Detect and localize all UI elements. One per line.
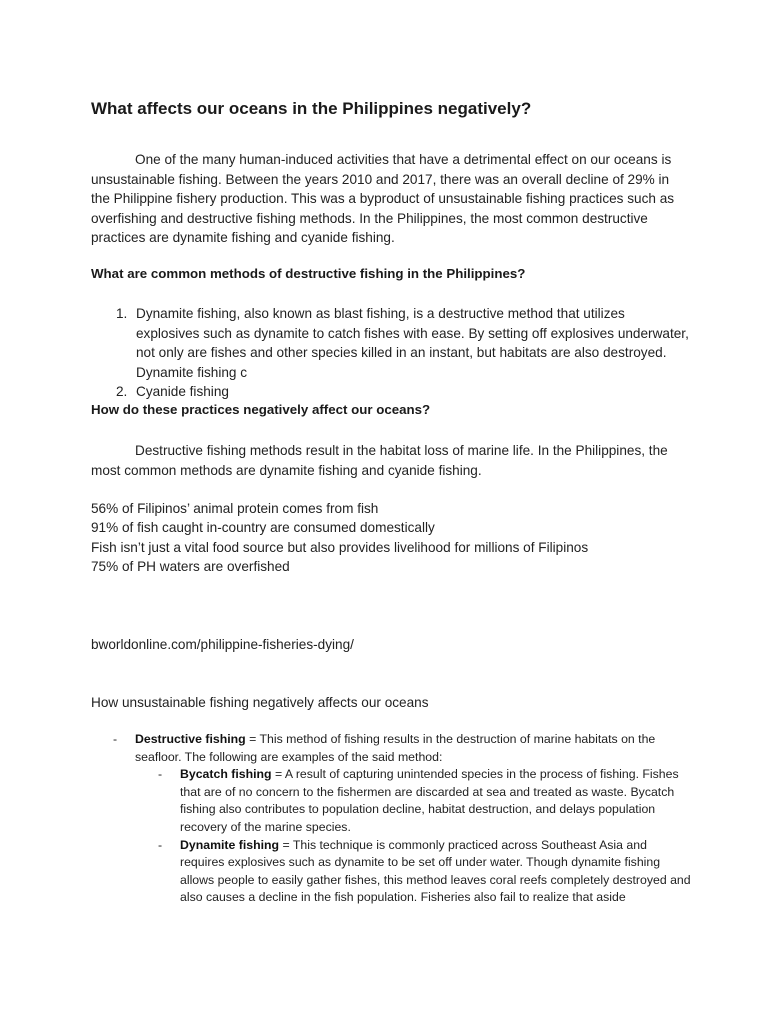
list-item-text: Dynamite fishing, also known as blast fishing, is a destructive method that utilizes explosives such as dynamite to catch fishes with ease. By setting off explosives underwater, not only are fishes and other species killed in an instant, but habitats are also destroyed. Dynamite fishing c [136,306,689,380]
list-item-text: = This technique is commonly practiced across Southeast Asia and requires explosives such as dynamite to be set off under water. Though dynamite fishing allows people to easily gather fishes, this method leaves coral reefs completely destroyed and also causes a decline in the fish population. Fisheries also fail to realize that aside [180,837,691,905]
list-term: Dynamite fishing [180,837,280,852]
notes-list [91,731,691,907]
stat-line: 75% of PH waters are overfished [91,559,290,574]
intro-paragraph: One of the many human-induced activities that have a detrimental effect on our oceans is unsustainable fishing. Between the years 2010 and 2017, there was an overall decline of 29% in the Philippine fishery production. This was a byproduct of unsustainable fishing practices such as overfishing and destructive fishing methods. In the Philippines, the most common destructive practices are dynamite fishing and cyanide fishing. [91,152,675,245]
methods-heading: What are common methods of destructive fishing in the Philippines? [91,266,526,281]
list-item-text: = A result of capturing unintended species in the process of fishing. Fishes that are of no concern to the fishermen are discarded at sea and treated as waste. Bycatch fishing also contributes to population decline, habitat destruction, and delays population recovery of the marine species. [180,767,679,834]
section-title: How unsustainable fishing negatively affects our oceans [91,695,429,710]
list-item [91,382,691,402]
effects-paragraph: Destructive fishing methods result in the habitat loss of marine life. In the Philippines, the most common methods are dynamite fishing and cyanide fishing. [91,443,668,478]
list-item-text: = This method of fishing results in the destruction of marine habitats on the seafloor. The following are examples of the said method: [135,732,656,764]
dash-bullet: - [158,837,163,852]
methods-list [91,304,691,402]
effects-heading: How do these practices negatively affect our oceans? [91,402,431,417]
list-item [91,731,691,766]
list-number: 1. [116,306,128,321]
list-item [91,766,691,836]
document-title: What affects our oceans in the Philippines negatively? [91,99,532,118]
dash-bullet: - [113,732,118,746]
stat-line: 91% of fish caught in-country are consumed domestically [91,520,435,535]
list-number: 2. [116,384,128,399]
source-link: bworldonline.com/philippine-fisheries-dying/ [91,637,354,652]
list-item-text: Cyanide fishing [136,384,229,399]
stat-line: Fish isn’t just a vital food source but also provides livelihood for millions of Filipinos [91,540,589,555]
list-item [91,837,691,907]
list-item [91,304,691,382]
dash-bullet: - [158,767,163,782]
stat-line: 56% of Filipinos’ animal protein comes from fish [91,501,379,516]
list-term: Bycatch fishing [180,767,272,782]
list-term: Destructive fishing [135,732,246,746]
